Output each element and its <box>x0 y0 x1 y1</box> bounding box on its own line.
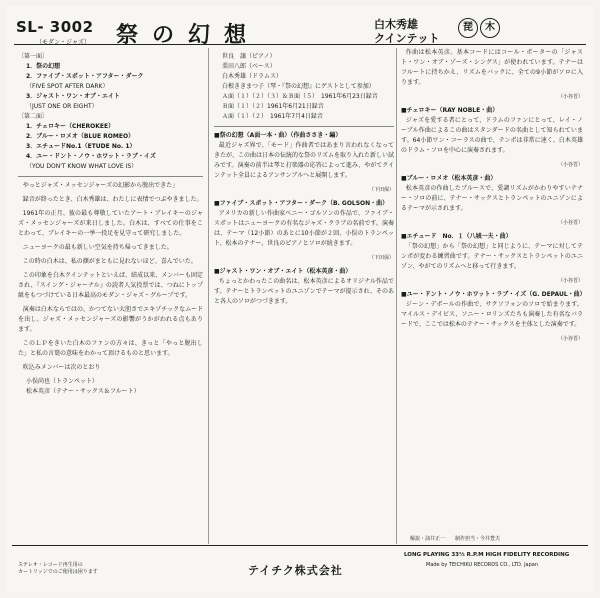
personnel: 栗田八郎（ベース） <box>222 63 276 70</box>
personnel: 白根ききまつ子（琴・『祭の幻想』にゲストとして参加） <box>222 83 375 90</box>
paragraph: このＬＰをきいた白木のファンの方々は、きっと「やっと脱出した」と私の言葉の意味をわかって頂けるものと思います。 <box>18 340 203 357</box>
recording-date: Ａ面（１）（２） 1961年7月4日録音 <box>222 113 323 120</box>
track: 1．チェロキー（CHEROKEE） <box>26 123 115 130</box>
personnel: 白木秀雄（ドラムス） <box>222 73 282 80</box>
note-signature: （小谷晋） <box>557 220 583 226</box>
note-text: ちょっとかわったこの曲名は、松本英彦によるオリジナル作品です。テナーとトランペットのユニゾンでテーマが提示され、そのあと各人のソロがつづきます。 <box>214 278 394 305</box>
note-heading: ■ユー・ドント・ノウ・ホワット・ラブ・イズ（G. DEPAUL・曲） <box>401 291 586 298</box>
label-logo-icon-2: 木 <box>480 18 500 38</box>
column-2 <box>214 52 394 311</box>
recording-date: Ｂ面（１）（２）1961年6月21日録音 <box>222 103 324 110</box>
column-3 <box>401 48 586 348</box>
note-text: 作曲は松本英彦。基本コードにはコール・ポーターの「ジャスト・ワン・オブ・ゾーズ・シングス」が使われています。テナーはフルートに持ちかえ、リズムをバックに、全ての9小節がソロに入ります。 <box>401 49 583 86</box>
note-signature: （下田保） <box>368 187 394 193</box>
tracklist-side-1 <box>26 62 203 112</box>
album-title: 祭の幻想 <box>116 22 261 48</box>
note-heading: ■ブルー・ロメオ（松本英彦・曲） <box>401 175 497 182</box>
note-text: 「祭の幻想」から「祭の幻想」と同じように、テーマに対してテンポが変わる練習曲です。テナー・サックスとトランペットのユニゾン、やがてのリズムへと移って行きます。 <box>401 243 583 270</box>
paragraph: やっとジャズ・メッセンジャーズの幻影から脱出できた」 <box>22 182 179 189</box>
column-divider <box>396 48 397 544</box>
divider <box>18 176 203 177</box>
artist-line-2: クインテット <box>374 32 440 45</box>
note-signature: （小谷晋） <box>557 278 583 284</box>
track-english-title: （JUST ONE OR EIGHT） <box>26 103 98 110</box>
member: 小俣尚也（トランペット） <box>26 378 99 385</box>
note-text: ジーン・デポールの作曲で、サクソフォンのソロで始まります。マイルス・デイビス、ソニー・ロリンズたちも演奏した有名なバラードで、ここでは松本のテナー・サックスを主体とした演奏です。 <box>401 301 583 328</box>
track: 2．ファイブ・スポット・アフター・ダーク <box>26 73 144 80</box>
note-signature: （小谷晋） <box>557 336 583 342</box>
note-text: 最近ジャズ界で、「モード」作曲者ではあまり言われなくなってきたが、この曲は日本の伝統的な祭のリズムを取り入れた新しい試みです。演奏の前半は琴と打楽器の応答によって進み、やがてクインテット全員によるアンサンブルへと展開します。 <box>214 142 394 179</box>
paragraph: この時の白木は、私の顔がまともに見れないほど、喜んでいた。 <box>22 258 197 265</box>
note-heading: ■祭の幻想（A面一本・曲）（作曲ささき・編） <box>214 132 342 139</box>
member: 松本英彦（テナー・サックス＆フルート） <box>26 388 140 395</box>
divider <box>214 126 394 127</box>
column-1 <box>18 52 203 397</box>
tracklist-side-2 <box>26 122 203 172</box>
playback-note-line: ステレオ・レコード再生用の <box>18 562 83 568</box>
paragraph: 録音が終ったとき、白木秀雄は、わたしに表情でつぶやきました。 <box>22 196 203 203</box>
artist-line-1: 白木秀雄 <box>374 18 418 31</box>
note-text: アメリカの新しい作曲家ベニー・ゴルソンの作品で、ファイブ・スポットはニューヨークの有名なジャズ・クラブの名前です。演奏は、テーマ（12小節）のあとに10小節が２回、小俣のトランペット、松本のテナー、世良のピアノとソロが続きます。 <box>214 210 394 247</box>
lp-format-line: LONG PLAYING 33⅓ R.P.M HIGH FIDELITY RECORDING <box>404 552 570 558</box>
note-heading: ■ジャスト・ワン・オブ・エイト（松本英彦・曲） <box>214 268 352 275</box>
personnel: 世良 譲（ピアノ） <box>222 53 276 60</box>
track-english-title: （FIVE SPOT AFTER DARK） <box>26 83 109 90</box>
note-heading: ■チェロキー（RAY NOBLE・曲） <box>401 107 499 114</box>
note-signature: （小谷晋） <box>557 94 583 100</box>
record-company: テイチク株式会社 <box>248 564 343 577</box>
side-1-label: 〔第一面〕 <box>18 53 49 60</box>
liner-notes-page <box>6 6 594 592</box>
label-logo-icon: 琵 <box>458 18 478 38</box>
paragraph: ニューヨークの最も新しい空気を持ち帰ってきました。 <box>22 244 173 251</box>
personnel-list <box>222 52 394 92</box>
footer-rule <box>12 545 588 546</box>
track: 2．ブルー・ロメオ（BLUE ROMEO） <box>26 133 135 140</box>
recording-dates <box>222 92 394 122</box>
track: 3．エチュードNo.1（ETUDE No. 1） <box>26 143 136 150</box>
recording-date: Ａ面（１）（２）（３）＆Ｂ面（５） 1961年6月23日録音 <box>222 93 378 100</box>
manufacturer-line: Made by TEICHIKU RECORDS CO., LTD. Japan <box>426 562 539 568</box>
track: 4．ユー・ドント・ノウ・ホワット・ラブ・イズ <box>26 153 156 160</box>
track: 1．祭の幻想 <box>26 63 61 70</box>
paragraph: 演奏は白木ならではの、かつてない大胆さでエキゾチックなムードを出し、ジャズ・メッセンジャーズの影響がうかがわれる点もあります。 <box>18 306 203 333</box>
playback-note-line: カートリッジでのご使用は困ります <box>18 569 98 575</box>
note-heading: ■ファイブ・スポット・アフター・ダーク（B. GOLSON・曲） <box>214 200 389 207</box>
track-english-title: （YOU DON'T KNOW WHAT LOVE IS） <box>26 163 138 170</box>
catalog-number: SL- 3002 <box>16 18 94 36</box>
paragraph: この印象を白木クインテットといえば、結成以来、メンバーも固定され、『スイング・ジャーナル』の読者人気投票では、つねにトップ級をもつづけている日本最高のモダン・ジャズ・グループです。 <box>18 272 203 299</box>
column-divider <box>208 48 209 544</box>
note-text: 松本英彦の作曲したブルースで、愛調リズムがかわりやすいテナー・ソロの前に、テナー・サックスとトランペットのユニゾンによるテーマが示されます。 <box>401 185 583 212</box>
side-2-label: 〔第二面〕 <box>18 113 49 120</box>
artist-name <box>374 18 439 46</box>
note-signature: （小谷晋） <box>557 162 583 168</box>
production-credits: 解説・油井正一 制作担当・今井豊夫 <box>410 536 501 542</box>
footer <box>16 548 584 582</box>
playback-note <box>18 562 98 576</box>
series-label: （モダン・ジャズ） <box>36 39 90 46</box>
note-heading: ■エチュード No．１（八城一夫・曲） <box>401 233 512 240</box>
header-rule <box>14 44 586 45</box>
note-signature: （下田保） <box>368 255 394 261</box>
member-list <box>26 377 203 397</box>
note-text: ジャズを愛する者にとって、ドラムのファンにとって、レイ・ノーブル作曲によるこの曲はスタンダードの名曲として知られています。64小節ワン・コーラスの曲で、テンポは非常に速く、白木英雄のドラム・ソロを中心に演奏されます。 <box>401 117 583 154</box>
paragraph: 吹込みメンバーは次のとおり <box>22 364 101 371</box>
paragraph: 1961年の正月、彼の最も尊敬していたアート・ブレイキーのジャズ・メッセンジャーズが来日しました。白木は、すべての仕事をことわって、ブレイキーの一挙一投足を見守って研究しました。 <box>18 210 203 237</box>
track: 3．ジャスト・ワン・オブ・エイト <box>26 93 120 100</box>
